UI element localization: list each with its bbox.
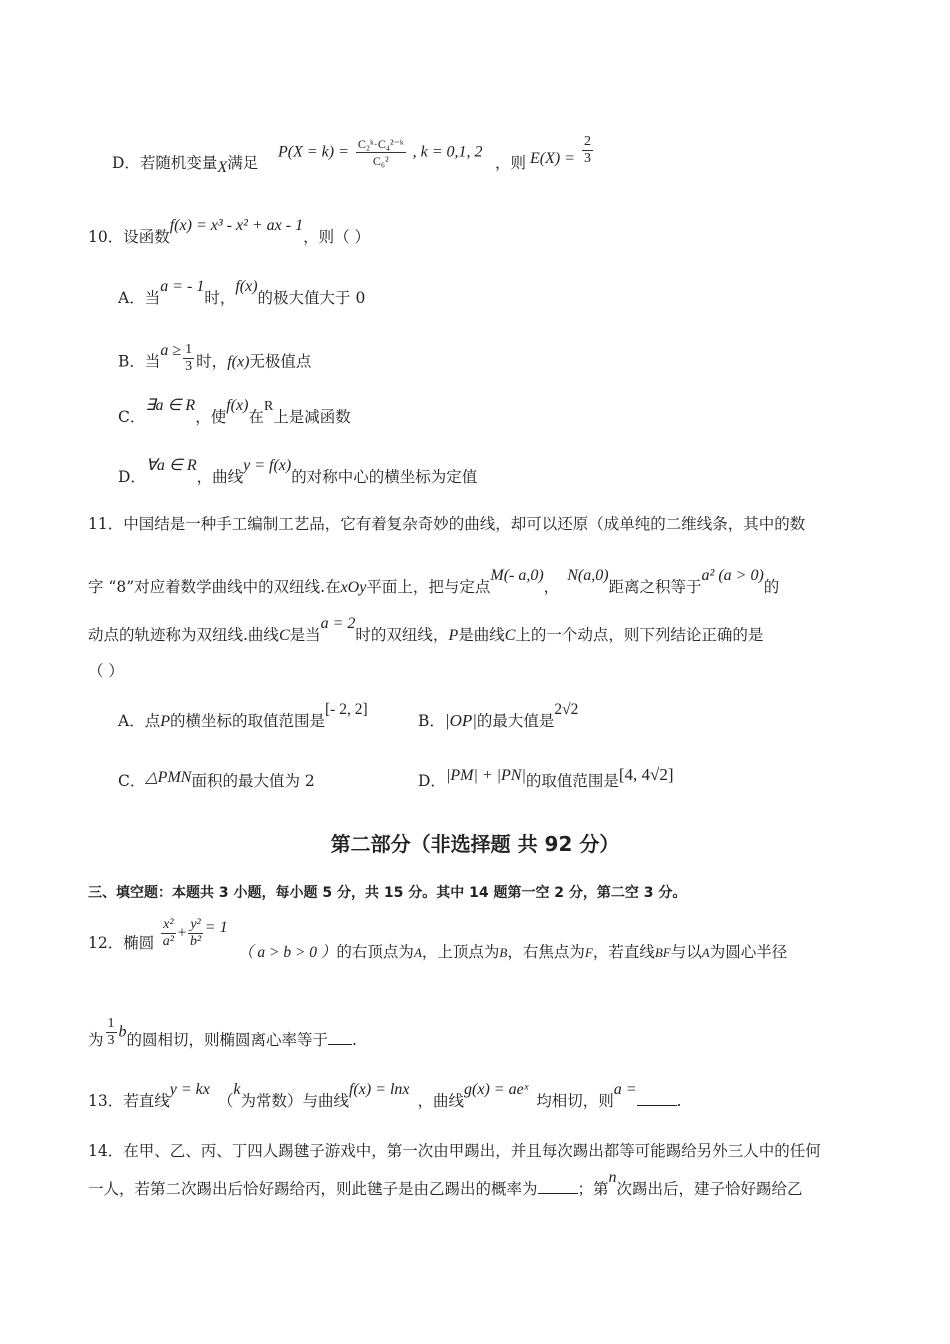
q12-F: F	[584, 945, 593, 960]
q10-b-frac	[183, 342, 194, 375]
q10-stem	[88, 217, 371, 249]
q11-a-range: [- 2, 2]	[325, 701, 368, 718]
q11-option-c	[118, 770, 315, 793]
q10-c-end: 上是减函数	[273, 408, 351, 426]
q10-d-f: y = f(x)	[243, 457, 292, 474]
q10-a-f: f(x)	[235, 278, 258, 295]
q11-line3-f: 上的一个动点，则下列结论正确的是	[515, 626, 764, 644]
q11-line4-text: （ ）	[88, 662, 124, 680]
q14-line1-text: 14．在甲、乙、丙、丁四人踢毽子游戏中，第一次由甲踢出，并且每次踢出都等可能踢给另外三人中的任何	[88, 1142, 821, 1160]
q10-b-label: B．当	[118, 352, 161, 371]
q10-b-cond: a ≥	[160, 341, 182, 359]
q11-line3-e: 是曲线	[458, 626, 505, 644]
q12-B: B	[499, 945, 508, 960]
q10-b-num: 1	[185, 342, 193, 357]
q13-label: 13．若直线	[88, 1092, 170, 1110]
q12-text2: ，上顶点为	[421, 943, 500, 961]
q11-a-p: P	[160, 713, 170, 730]
q11-b-label: B．	[418, 712, 445, 730]
q9-d-den: C₆²	[372, 154, 389, 168]
q9-d-var: X	[217, 159, 228, 176]
q11-line2-d: 距离之积等于	[608, 578, 702, 596]
q12-label: 12．椭圆	[88, 933, 155, 952]
q12-answer-blank[interactable]	[328, 1044, 352, 1045]
q13-paren: （	[217, 1092, 234, 1110]
q11-line2-a: 字 “8”对应着数学曲线中的双纽线.在	[88, 578, 341, 596]
q13-paren2: 为常数）与曲线	[240, 1092, 349, 1110]
q10-b-mid: 时，	[196, 352, 228, 371]
q12-line2-c: 的圆相切，则椭圆离心率等于	[126, 1030, 329, 1049]
q12-line2	[88, 1016, 357, 1049]
q11-option-d	[418, 765, 674, 793]
q12-line2-num: 1	[107, 1016, 115, 1031]
q9-d-then-text: ，则	[495, 154, 527, 172]
q11-line3-d: 时的双纽线，	[355, 626, 449, 644]
q11-line1	[88, 513, 805, 535]
q11-b-mid: 的最大值是	[476, 712, 555, 730]
q12-line2-a: 为	[88, 1030, 104, 1049]
q11-line2-n: N(a,0)	[567, 567, 609, 584]
q11-option-a	[118, 701, 368, 733]
q10-option-a	[118, 278, 366, 310]
q9-d-label: D．若随机变量	[112, 154, 218, 172]
q11-line3-a: 动点的轨迹称为双纽线.曲线	[88, 626, 279, 644]
q13-dot: .	[676, 1092, 682, 1110]
q12-line1	[88, 917, 228, 967]
q12-x2: x²	[163, 917, 174, 932]
q9-d-formula	[278, 136, 483, 169]
q14-answer-blank-1[interactable]	[538, 1193, 578, 1194]
q12-text4: ，若直线	[592, 943, 655, 961]
q12-eq: = 1	[204, 918, 228, 936]
q11-line2-e: 的	[763, 578, 780, 596]
q10-a-cond: a = - 1	[160, 278, 205, 295]
q11-line1-text: 11．中国结是一种手工编制工艺品，它有着复杂奇妙的曲线，却可以还原（成单纯的二维线条，其中的数	[88, 515, 806, 533]
q10-stem-function: f(x) = x³ - x² + ax - 1	[169, 217, 304, 234]
q13-answer-blank[interactable]	[637, 1105, 677, 1106]
q11-c-end: 面积的最大值为 2	[191, 772, 315, 790]
q13-k: k	[233, 1081, 241, 1098]
q10-a-end: 的极大值大于 0	[257, 289, 366, 307]
q10-stem-label: 10．设函数	[88, 228, 170, 246]
q12-text5: 与以	[670, 943, 702, 961]
q9-d-e-frac	[582, 134, 593, 167]
q11-line2-m: M(- a,0)	[490, 567, 544, 584]
q11-line3-c2: C	[504, 627, 516, 644]
q14-line1	[88, 1140, 821, 1162]
q9-d-prob-lhs: P(X = k) =	[278, 143, 349, 161]
q13-line-eq: y = kx	[169, 1081, 210, 1098]
q11-line2-b: 平面上，把与定点	[366, 578, 491, 596]
q10-c-in: 在	[248, 408, 264, 426]
q11-line2-c: ，	[543, 578, 560, 596]
q10-d-label: D．	[118, 468, 146, 486]
q12-A2: A	[701, 945, 710, 960]
q14-line2-b: ；第	[577, 1180, 609, 1198]
q11-c-label: C．	[118, 772, 146, 790]
q10-c-cond: ∃a ∈ R	[145, 397, 196, 414]
q9-d-e: E(X) =	[530, 149, 575, 167]
q9-option-d	[112, 152, 258, 175]
q13-f: f(x) = lnx	[348, 1081, 410, 1098]
q9-d-then	[495, 152, 526, 174]
q10-option-b	[118, 341, 312, 379]
part2-title: 第二部分（非选择题 共 92 分）	[330, 832, 620, 856]
q10-a-label: A．当	[118, 289, 161, 307]
q11-d-label: D．	[418, 772, 446, 790]
q10-option-c	[118, 397, 351, 430]
q12-y2: y²	[190, 917, 201, 932]
q10-c-mid: ，使	[195, 408, 227, 426]
q11-option-b	[418, 701, 579, 733]
q9-d-expectation	[530, 134, 595, 167]
q11-a-mid: 的横坐标的取值范围是	[169, 712, 325, 730]
q13-end: 均相切，则	[536, 1092, 614, 1110]
q11-a-label: A．点	[118, 712, 161, 730]
q10-b-end: 无极值点	[249, 352, 312, 371]
q9-d-k: , k = 0,1, 2	[412, 143, 483, 161]
q12-A: A	[413, 945, 422, 960]
q11-d-sum: |PM| + |PN|	[445, 767, 526, 784]
q10-c-f: f(x)	[226, 397, 249, 414]
section3-heading: 三、填空题：本题共 3 小题，每小题 5 分，共 15 分。其中 14 题第一空 2 分，第二空 3 分。	[88, 885, 687, 901]
q14-line2-c: 次踢出后，建子恰好踢给乙	[616, 1180, 803, 1198]
q11-line3-b: 是当	[289, 626, 321, 644]
q11-line4	[88, 660, 124, 682]
q9-d-num: C₂ᵏ·C₄²⁻ᵏ	[357, 137, 404, 151]
q11-b-op: |OP|	[444, 711, 477, 730]
q13-mid: ，曲线	[417, 1092, 465, 1110]
q10-b-den: 3	[185, 359, 193, 374]
q10-d-cond: ∀a ∈ R	[145, 457, 197, 474]
q10-stem-end: ，则（ ）	[303, 228, 371, 246]
q12-a2: a²	[162, 934, 174, 949]
q13-a: a =	[613, 1081, 637, 1098]
q10-b-f: f(x)	[227, 353, 250, 371]
q12-BF: BF	[654, 945, 671, 960]
q12-line2-end: .	[352, 1030, 357, 1049]
q11-line2-a2: a² (a > 0)	[701, 567, 764, 584]
q9-d-mid: 满足	[227, 154, 259, 172]
q10-option-d	[118, 457, 478, 489]
q11-line3-p: P	[448, 627, 459, 644]
q11-d-mid: 的取值范围是	[525, 772, 619, 790]
q10-a-mid: 时，	[204, 289, 236, 307]
q11-line3	[88, 615, 764, 647]
q12-line2-den: 3	[107, 1033, 115, 1048]
q11-b-val: 2√2	[554, 701, 579, 718]
q11-line3-c: C	[278, 627, 290, 644]
q13-g: g(x) = aeˣ	[464, 1081, 529, 1098]
q13-line	[88, 1081, 682, 1113]
q10-c-r: R	[263, 399, 274, 414]
q12-line2-frac	[106, 1016, 117, 1049]
q11-line2-xoy: xOy	[340, 579, 367, 596]
q12-line1-rest	[238, 941, 787, 964]
q10-d-mid: ，曲线	[196, 468, 244, 486]
q12-text3: ，右焦点为	[507, 943, 585, 961]
q12-plus: +	[177, 924, 187, 942]
q10-c-label: C．	[118, 408, 146, 426]
q12-b2: b²	[189, 934, 202, 949]
q9-d-fraction	[356, 136, 406, 169]
q11-c-tri: △PMN	[145, 769, 192, 786]
q9-d-e-den: 3	[583, 151, 591, 166]
q14-line2	[88, 1169, 803, 1201]
q12-text6: 为圆心半径	[709, 943, 788, 961]
q14-line2-a: 一人，若第二次踢出后恰好踢给丙，则此毽子是由乙踢出的概率为	[88, 1180, 538, 1198]
q11-line3-cond: a = 2	[320, 615, 356, 632]
q11-d-range: [4, 4√2]	[618, 765, 674, 784]
q12-text: 的右顶点为	[336, 943, 414, 961]
q12-cond: （ a > b > 0 ）	[238, 944, 337, 961]
q12-y-frac	[188, 917, 202, 950]
q14-line2-n: n	[608, 1169, 617, 1186]
q9-d-e-num: 2	[583, 134, 591, 149]
q10-d-end: 的对称中心的横坐标为定值	[291, 468, 478, 486]
q11-line2	[88, 567, 780, 599]
q12-x-frac	[161, 917, 175, 950]
q12-line2-b: b	[118, 1023, 127, 1041]
